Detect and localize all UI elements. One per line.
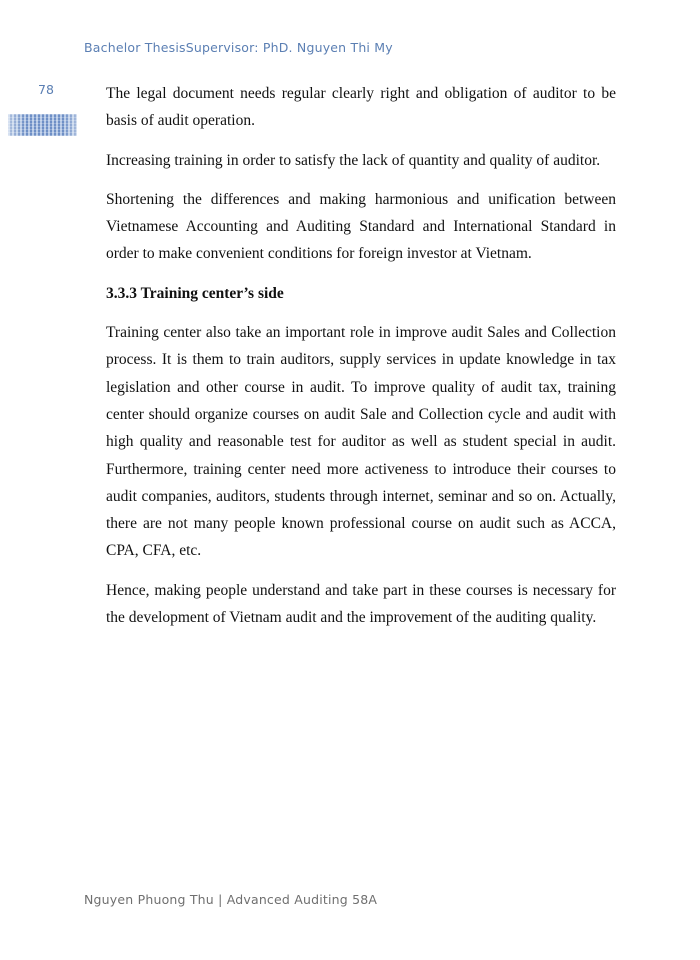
paragraph-legal-document: The legal document needs regular clearly right and obligation of auditor to be basis of audit operation. — [106, 85, 616, 130]
paragraph-shortening-differences: Shortening the differences and making harmonious and unification between Vietnamese Accounting and Auditing Standard and International Standard in order to make convenient conditions for foreign investor at Vietnam. — [106, 190, 616, 263]
paragraph-conclusion: Hence, making people understand and take part in these courses is necessary for the development of Vietnam audit and the improvement of the auditing quality. — [106, 581, 616, 627]
page-tab-decoration — [8, 114, 77, 136]
paragraph-training-center-role: Training center also take an important role in improve audit Sales and Collection process. It is them to train auditors, supply services in update knowledge in tax legislation and other course in audit. To improve quality of audit tax, training center should organize courses on audit Sale and Collection cycle and audit with high quality and reasonable test for auditor as well as student special in audit. Furthermore, training center need more activeness to introduce their courses to audit companies, auditors, students through internet, seminar and so on. Actually, there are not many people known professional course on audit such as ACCA, CPA, CFA, etc. — [106, 324, 616, 560]
page-number: 78 — [38, 82, 54, 97]
running-footer: Nguyen Phuong Thu | Advanced Auditing 58A — [84, 892, 378, 907]
running-header: Bachelor ThesisSupervisor: PhD. Nguyen Thi My — [84, 40, 393, 55]
paragraph-increasing-training: Increasing training in order to satisfy the lack of quantity and quality of auditor. — [106, 151, 601, 169]
section-heading: 3.3.3 Training center’s side — [106, 284, 284, 302]
page-content — [106, 80, 616, 643]
